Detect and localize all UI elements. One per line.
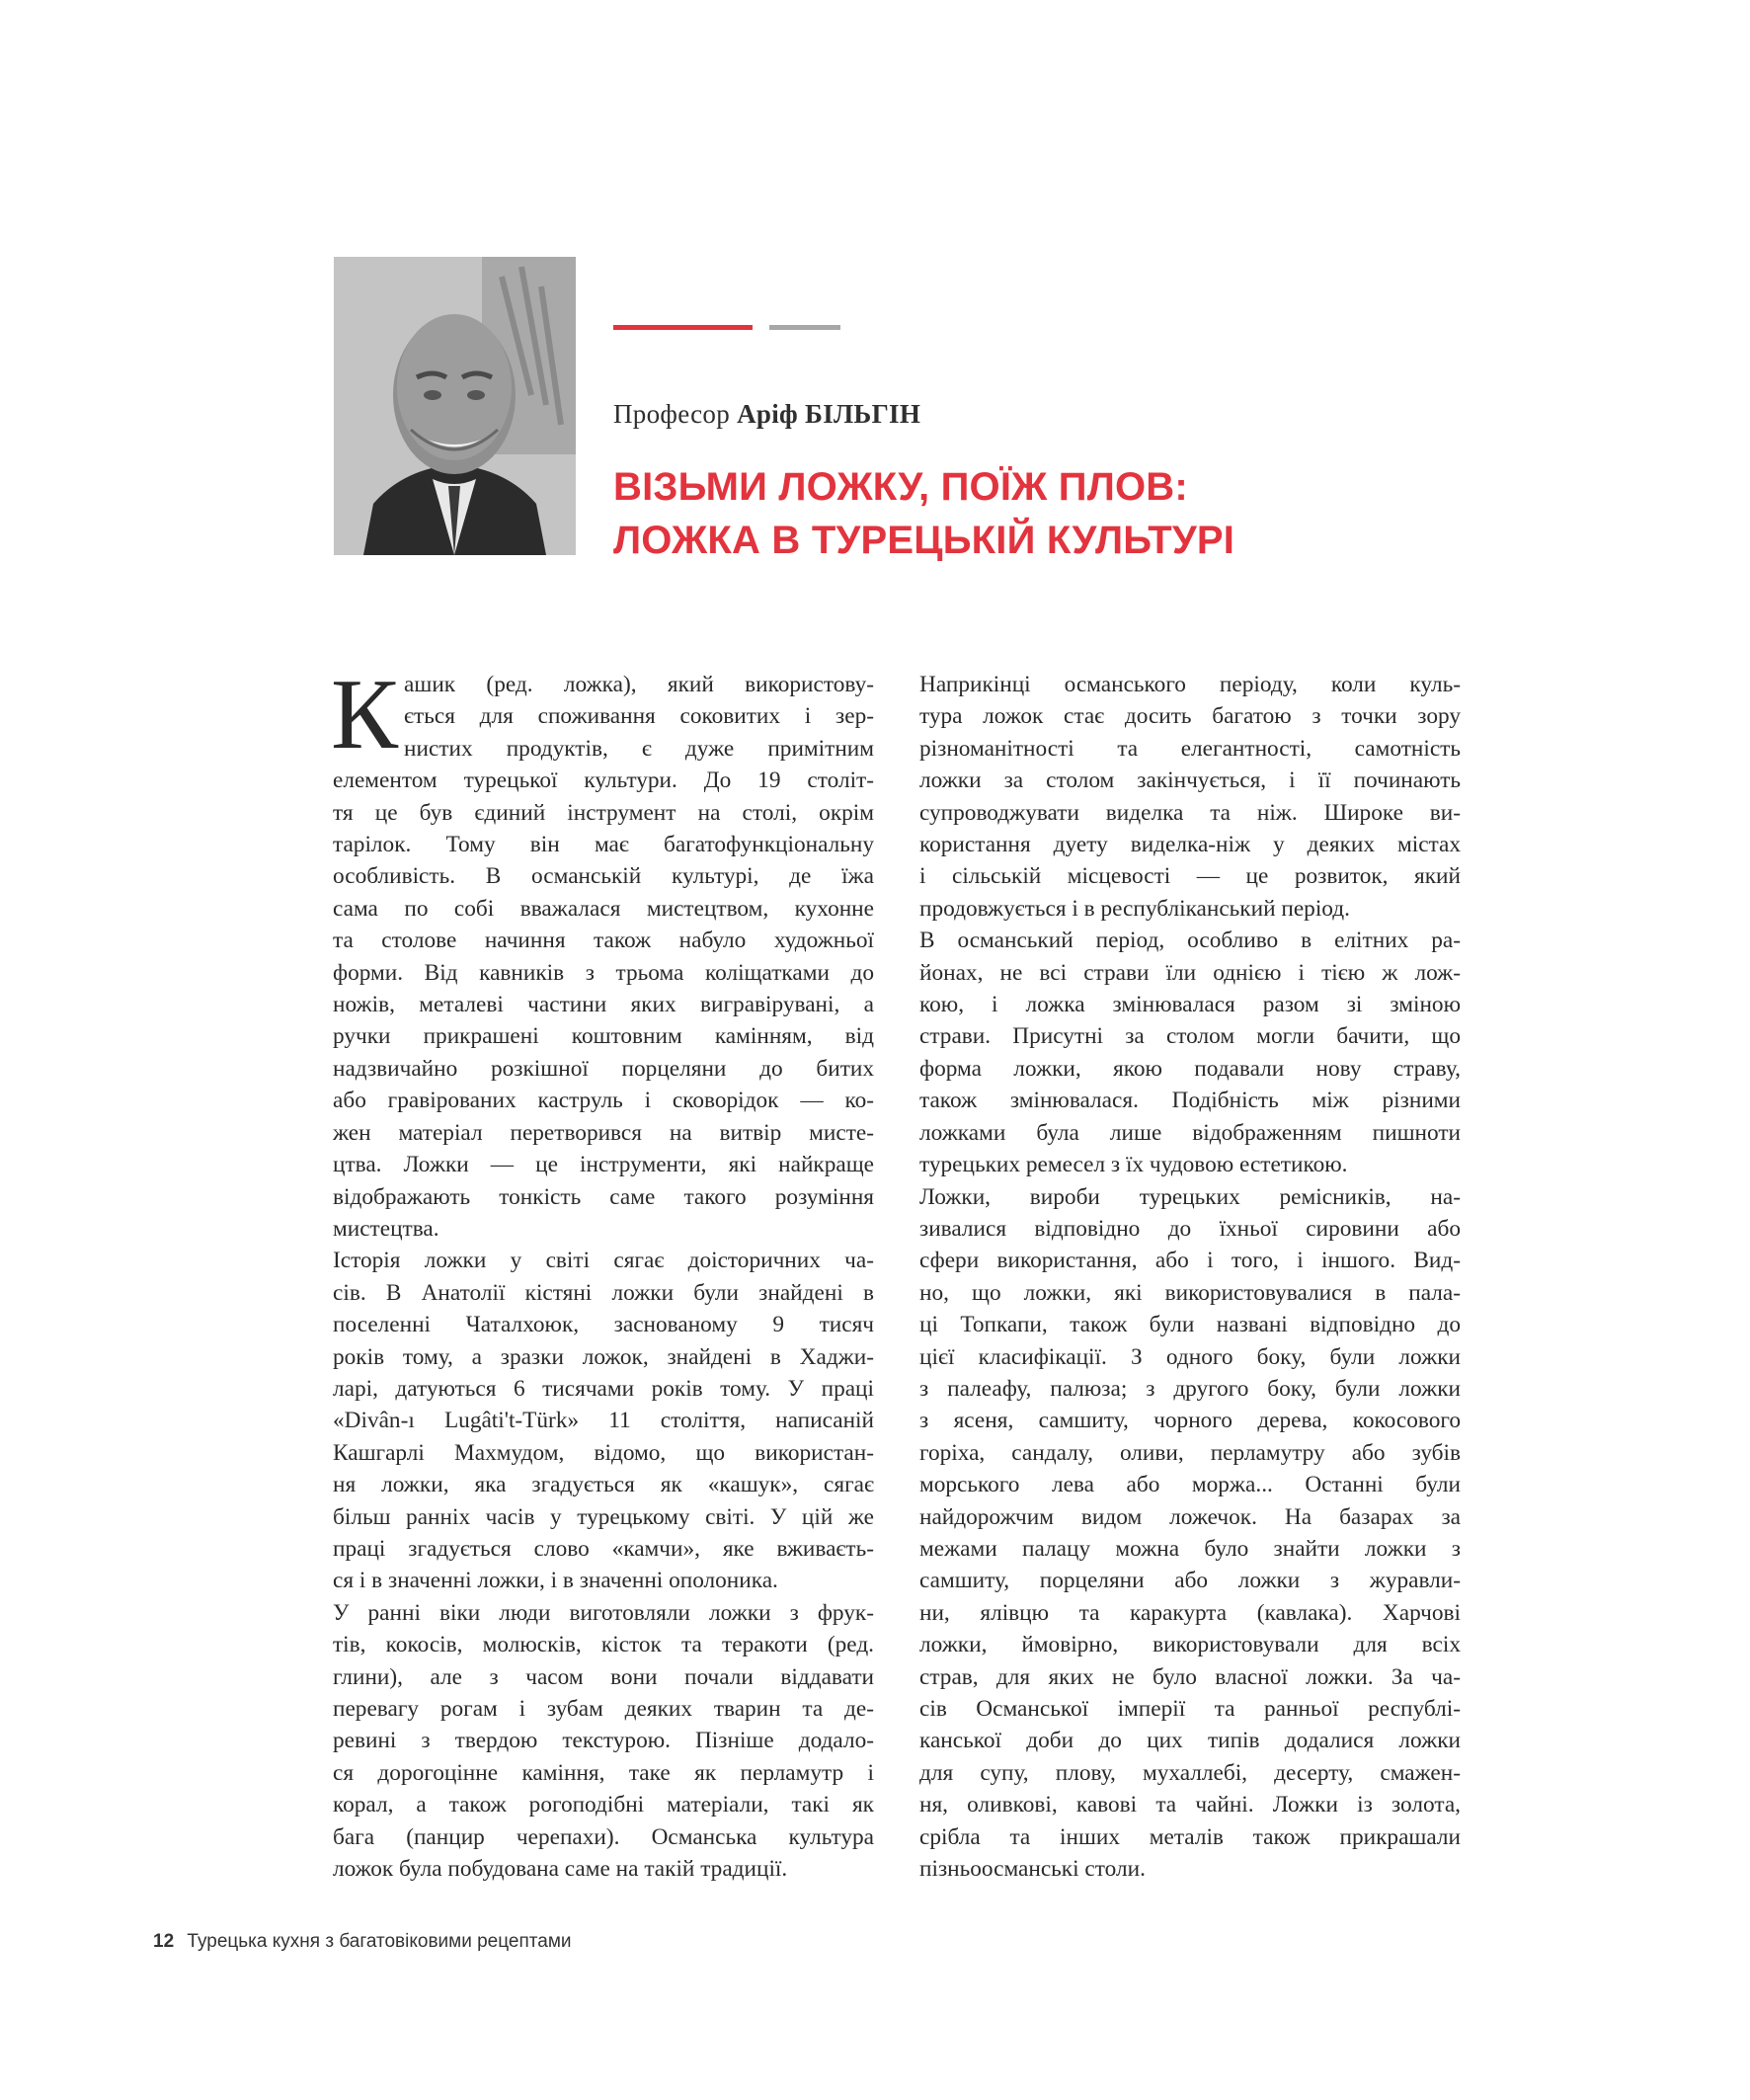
- right-column: [919, 669, 1461, 1885]
- text-line: ложки, ймовірно, використовували для всіх: [919, 1632, 1461, 1658]
- page-number: 12: [153, 1931, 175, 1952]
- text-line: цтва. Ложки — це інструменти, які найкраще: [333, 1152, 874, 1178]
- text-line: страв, для яких не було власної ложки. За ча-: [919, 1663, 1461, 1690]
- text-line: мистецтва.: [333, 1215, 439, 1242]
- text-line: або гравірованих каструль і сковорідок — ко-: [333, 1088, 874, 1114]
- text-line: особливість. В османській культурі, де їжа: [333, 863, 874, 890]
- text-line: страви. Присутні за столом могли бачити, що: [919, 1023, 1461, 1050]
- text-line: ня, оливкові, кавові та чайні. Ложки із золота,: [919, 1792, 1461, 1818]
- text-line: Історія ложки у світі сягає доісторичних ча-: [333, 1248, 874, 1274]
- text-line: з палеафу, палюза; з другого боку, були ложки: [919, 1375, 1461, 1402]
- text-line: поселенні Чаталхоюк, заснованому 9 тисяч: [333, 1312, 874, 1338]
- text-line: жен матеріал перетворився на витвір мисте-: [333, 1119, 874, 1146]
- text-line: ложками була лише відображенням пишноти: [919, 1119, 1461, 1146]
- author-photo: [334, 257, 576, 555]
- text-line: форми. Від кавників з трьома коліщатками до: [333, 959, 874, 986]
- text-line: У ранні віки люди виготовляли ложки з фрук-: [333, 1599, 874, 1626]
- text-line: більш ранніх часів у турецькому світі. У цій же: [333, 1503, 874, 1530]
- text-line: продовжується і в республіканський період.: [919, 895, 1350, 922]
- text-line: перевагу рогам і зубам деяких тварин та де-: [333, 1696, 874, 1722]
- text-line: срібла та інших металів також прикрашали: [919, 1823, 1461, 1850]
- text-line: років тому, а зразки ложок, знайдені в Хаджи-: [333, 1343, 874, 1370]
- text-line: супроводжувати виделка та ніж. Широке ви-: [919, 799, 1461, 826]
- text-line: Кашгарлі Махмудом, відомо, що використан-: [333, 1439, 874, 1466]
- text-line: йонах, не всі страви їли однією і тією ж лож-: [919, 959, 1461, 986]
- text-line: В османський період, особливо в елітних ра-: [919, 928, 1461, 954]
- title-line-1: ВІЗЬМИ ЛОЖКУ, ПОЇЖ ПЛОВ:: [613, 465, 1188, 509]
- text-line: ється для споживання соковитих і зер-: [404, 703, 874, 730]
- text-line: ручки прикрашені коштовним камінням, від: [333, 1023, 874, 1050]
- text-line: зивалися відповідно до їхньої сировини або: [919, 1215, 1461, 1242]
- text-line: ня ложки, яка згадується як «кашук», сягає: [333, 1472, 874, 1498]
- text-line: різноманітності та елегантності, самотність: [919, 735, 1461, 762]
- text-line: сфери використання, або і того, і іншого. Вид-: [919, 1248, 1461, 1274]
- author-name: Аріф БІЛЬГІН: [737, 399, 921, 429]
- text-line: ложки за столом закінчується, і її починають: [919, 767, 1461, 794]
- text-line: нистих продуктів, є дуже примітним: [404, 735, 874, 762]
- text-line: ся і в значенні ложки, і в значенні ополоника.: [333, 1568, 778, 1594]
- text-line: «Divân-ı Lugâti't-Türk» 11 століття, написаній: [333, 1408, 874, 1434]
- author-prefix: Професор: [613, 399, 731, 429]
- text-line: також змінювалася. Подібність між різними: [919, 1088, 1461, 1114]
- text-line: елементом турецької культури. До 19 століт-: [333, 767, 874, 794]
- text-line: ся дорогоцінне каміння, таке як перламутр і: [333, 1759, 874, 1786]
- text-line: найдорожчим видом ложечок. На базарах за: [919, 1503, 1461, 1530]
- text-line: тів, кокосів, молюсків, кісток та теракоти (ред.: [333, 1632, 874, 1658]
- text-line: праці згадується слово «камчи», яке вживаєть-: [333, 1535, 874, 1562]
- text-line: та столове начиння також набуло художньої: [333, 928, 874, 954]
- text-line: тя це був єдиний інструмент на столі, окрім: [333, 799, 874, 826]
- text-line: но, що ложки, які використовувалися в пала-: [919, 1279, 1461, 1306]
- text-line: тура ложок стає досить багатою з точки зору: [919, 703, 1461, 730]
- text-line: канської доби до цих типів додалися ложки: [919, 1728, 1461, 1754]
- text-line: ці Топкапи, також були названі відповідно до: [919, 1312, 1461, 1338]
- text-line: тарілок. Тому він має багатофункціональну: [333, 832, 874, 858]
- text-line: ножів, металеві частини яких вигравірувані, а: [333, 992, 874, 1018]
- text-line: сама по собі вважалася мистецтвом, кухонне: [333, 895, 874, 922]
- text-line: ревині з твердою текстурою. Пізніше додало-: [333, 1728, 874, 1754]
- text-line: сів. В Анатолії кістяні ложки були знайдені в: [333, 1279, 874, 1306]
- text-line: межами палацу можна було знайти ложки з: [919, 1535, 1461, 1562]
- author-portrait-icon: [334, 257, 576, 555]
- text-line: ашик (ред. ложка), який використову-: [404, 672, 874, 697]
- title-line-2: ЛОЖКА В ТУРЕЦЬКІЙ КУЛЬТУРІ: [613, 519, 1235, 562]
- text-line: турецьких ремесел з їх чудовою естетикою.: [919, 1152, 1348, 1178]
- dropcap: К: [331, 659, 399, 770]
- text-line: бага (панцир черепахи). Османська культура: [333, 1823, 874, 1850]
- text-line: користання дуету виделка-ніж у деяких містах: [919, 832, 1461, 858]
- text-line: пізньоосманські столи.: [919, 1856, 1146, 1883]
- text-line: з ясеня, самшиту, чорного дерева, кокосового: [919, 1408, 1461, 1434]
- article-title: [613, 460, 1364, 567]
- text-line: самшиту, порцеляни або ложки з журавли-: [919, 1568, 1461, 1594]
- text-line: Ложки, вироби турецьких ремісників, на-: [919, 1183, 1461, 1210]
- text-line: корал, а також рогоподібні матеріали, такі як: [333, 1792, 874, 1818]
- text-line: сів Османської імперії та ранньої республі-: [919, 1696, 1461, 1722]
- text-line: ларі, датуються 6 тисячами років тому. У праці: [333, 1375, 874, 1402]
- page-footer: [153, 1931, 572, 1953]
- text-line: горіха, сандалу, оливи, перламутру або зубів: [919, 1439, 1461, 1466]
- text-line: форма ложки, якою подавали нову страву,: [919, 1055, 1461, 1082]
- text-line: і сільській місцевості — це розвиток, який: [919, 863, 1461, 890]
- accent-rule-red: [613, 325, 753, 330]
- accent-rule-gray: [769, 325, 840, 330]
- text-line: для супу, плову, мухаллебі, десерту, смажен-: [919, 1759, 1461, 1786]
- author-byline: [613, 399, 920, 430]
- text-line: відображають тонкість саме такого розуміння: [333, 1183, 874, 1210]
- text-line: Наприкінці османського періоду, коли куль-: [919, 672, 1461, 697]
- text-line: глини), але з часом вони почали віддавати: [333, 1663, 874, 1690]
- text-line: морського лева або моржа... Останні були: [919, 1472, 1461, 1498]
- text-line: ни, ялівцю та каракурта (кавлака). Харчові: [919, 1599, 1461, 1626]
- text-line: кою, і ложка змінювалася разом зі зміною: [919, 992, 1461, 1018]
- book-title: Турецька кухня з багатовіковими рецептами: [187, 1931, 572, 1952]
- text-line: цієї класифікації. З одного боку, були ложки: [919, 1343, 1461, 1370]
- text-line: ложок була побудована саме на такій традиції.: [333, 1856, 788, 1883]
- left-column: [331, 659, 874, 1885]
- text-line: надзвичайно розкішної порцеляни до битих: [333, 1055, 874, 1082]
